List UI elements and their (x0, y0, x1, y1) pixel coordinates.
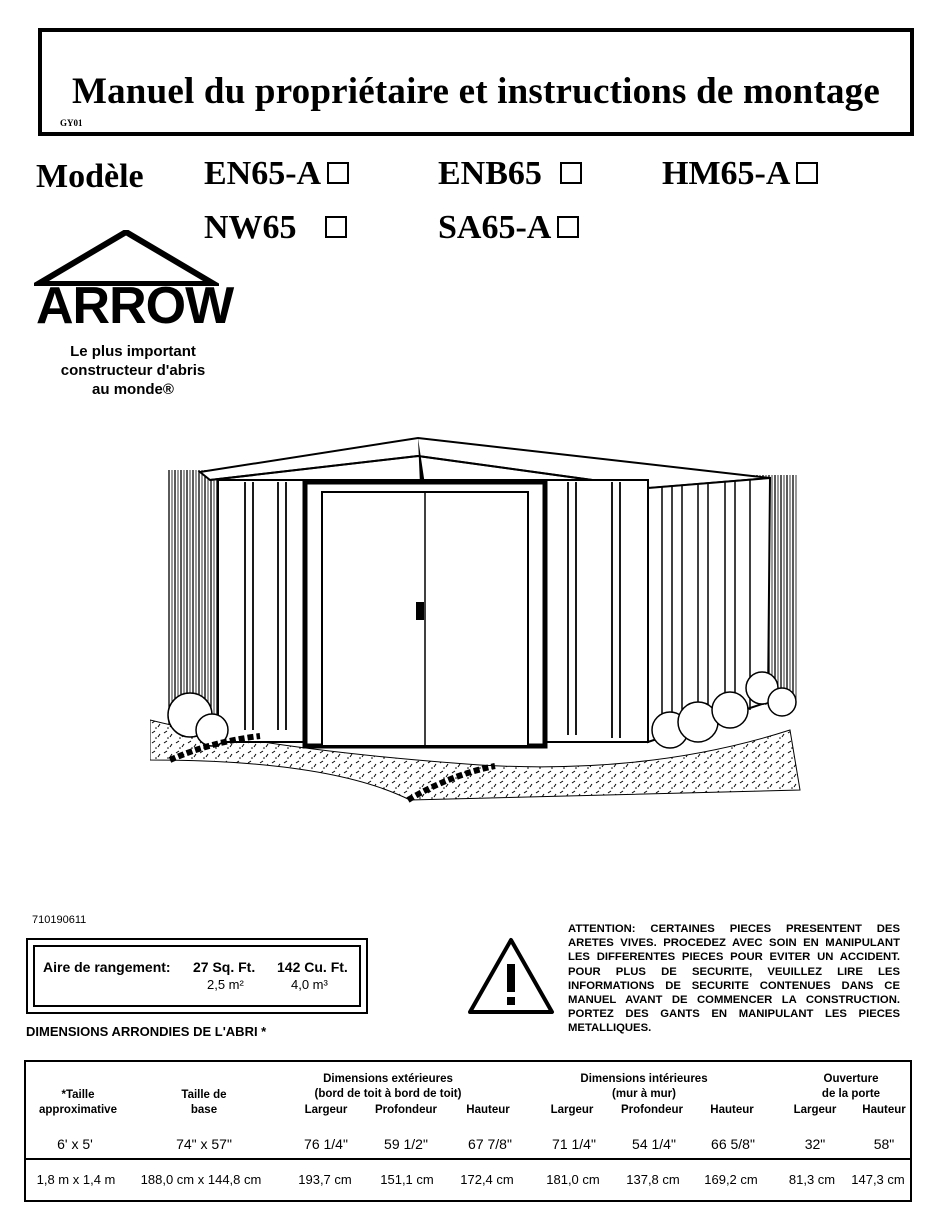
model-option-2[interactable]: ENB65 (438, 157, 582, 191)
shed-illustration (150, 430, 810, 810)
storage-area-box (26, 938, 368, 1014)
metric-door-height: 147,3 cm (851, 1172, 905, 1187)
header-door-width: Largeur (793, 1104, 837, 1116)
metric-ext-height: 172,4 cm (460, 1172, 514, 1187)
model-checkbox[interactable] (560, 162, 582, 184)
header-int-height: Hauteur (710, 1104, 754, 1116)
metric-door-width: 81,3 cm (788, 1172, 836, 1187)
header-door-height: Hauteur (862, 1104, 906, 1116)
metric-int-depth: 137,8 cm (626, 1172, 680, 1187)
imperial-door-height: 58" (873, 1136, 895, 1152)
dimensions-title: DIMENSIONS ARRONDIES DE L'ABRI * (26, 1024, 267, 1039)
model-option-4[interactable]: NW65 (204, 211, 347, 245)
imperial-base: 74" x 57" (176, 1136, 232, 1152)
imperial-ext-depth: 59 1/2" (384, 1136, 428, 1152)
model-option-1[interactable]: EN65-A (204, 157, 349, 191)
storage-area-label: Aire de rangement: (43, 959, 171, 975)
metric-base: 188,0 cm x 144,8 cm (140, 1172, 262, 1187)
header-int-depth: Profondeur (621, 1104, 683, 1116)
metric-ext-depth: 151,1 cm (380, 1172, 434, 1187)
document-number: 710190611 (32, 914, 87, 926)
imperial-door-width: 32" (804, 1136, 826, 1152)
metric-ext-width: 193,7 cm (298, 1172, 352, 1187)
manual-title: Manuel du propriétaire et instructions de montage (71, 71, 880, 112)
dimensions-table (24, 1060, 912, 1202)
group-exterior: Dimensions extérieures (bord de toit à bord de toit) (314, 1073, 462, 1100)
manual-code: GY01 (60, 118, 83, 128)
model-checkbox[interactable] (327, 162, 349, 184)
model-option-5[interactable]: SA65-A (438, 211, 579, 245)
imperial-int-depth: 54 1/4" (632, 1136, 676, 1152)
title-box (38, 28, 914, 136)
imperial-ext-height: 67 7/8" (468, 1136, 512, 1152)
metric-int-width: 181,0 cm (546, 1172, 600, 1187)
brand-tagline: Le plus important constructeur d'abris au monde® (60, 343, 206, 398)
imperial-int-height: 66 5/8" (711, 1136, 755, 1152)
imperial-size: 6' x 5' (57, 1136, 93, 1152)
metric-int-height: 169,2 cm (704, 1172, 758, 1187)
imperial-ext-width: 76 1/4" (304, 1136, 348, 1152)
header-size: *Taille approximative (39, 1089, 117, 1116)
storage-m2: 2,5 m² (207, 977, 244, 992)
model-checkbox[interactable] (325, 216, 347, 238)
group-interior: Dimensions intérieures (mur à mur) (580, 1073, 708, 1100)
metric-size: 1,8 m x 1,4 m (36, 1172, 116, 1187)
model-checkbox[interactable] (796, 162, 818, 184)
safety-warning: ATTENTION: CERTAINES PIECES PRESENTENT DES ARETES VIVES. PROCEDEZ AVEC SOIN EN MANIPULANT LES DIFFERENTES PIECES POUR EVITER UN ACCIDENT. POUR PLUS DE SECURITE, VEUILLEZ LIRE LES INFORMATIONS DE SECURITE CONTENUES DANS CE MANUEL AVANT DE COMMENCER LA CONSTRUCTION. PORTEZ DES GANTS EN MANIPULANT LES PIECES METALLIQUES. (568, 923, 900, 1035)
header-ext-width: Largeur (304, 1104, 348, 1116)
header-ext-height: Hauteur (466, 1104, 510, 1116)
model-checkbox[interactable] (557, 216, 579, 238)
group-door: Ouverture de la porte (821, 1073, 881, 1100)
storage-cuft: 142 Cu. Ft. (277, 959, 348, 975)
header-ext-depth: Profondeur (375, 1104, 437, 1116)
table-row-divider (26, 1158, 910, 1160)
imperial-int-width: 71 1/4" (552, 1136, 596, 1152)
storage-sqft: 27 Sq. Ft. (193, 959, 256, 975)
brand-logo: ARROW (36, 277, 234, 335)
header-base: Taille de base (181, 1089, 227, 1116)
header-int-width: Largeur (550, 1104, 594, 1116)
storage-m3: 4,0 m³ (291, 977, 328, 992)
model-option-3[interactable]: HM65-A (662, 157, 818, 191)
warning-triangle-icon (466, 936, 556, 1016)
model-label: Modèle (36, 158, 144, 195)
